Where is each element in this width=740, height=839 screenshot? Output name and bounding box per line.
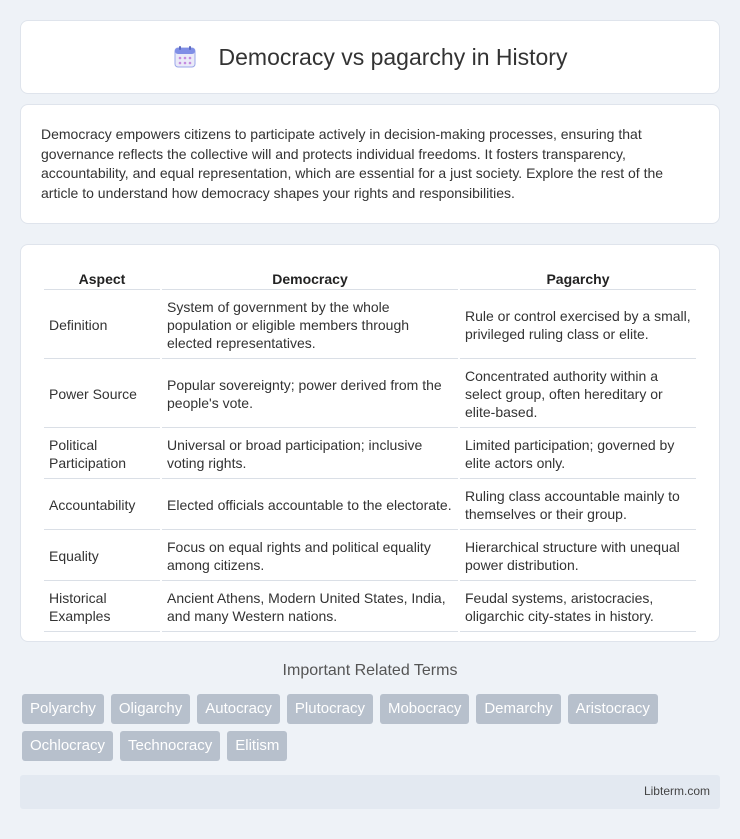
table-row [44, 430, 696, 479]
democracy-cell: System of government by the whole population or eligible members through elected representatives. [162, 292, 458, 359]
table-row [44, 532, 696, 581]
aspect-cell: Accountability [44, 481, 160, 530]
democracy-cell: Elected officials accountable to the electorate. [162, 481, 458, 530]
related-term-tag[interactable]: Autocracy [197, 694, 280, 724]
table-row [44, 361, 696, 428]
aspect-cell: Historical Examples [44, 583, 160, 632]
pagarchy-cell: Feudal systems, aristocracies, oligarchic city-states in history. [460, 583, 696, 632]
related-term-tag[interactable]: Technocracy [120, 731, 220, 761]
footer [20, 775, 720, 809]
related-term-tag[interactable]: Plutocracy [287, 694, 373, 724]
pagarchy-cell: Limited participation; governed by elite actors only. [460, 430, 696, 479]
table-row [44, 583, 696, 632]
header-pagarchy: Pagarchy [460, 267, 696, 290]
intro-card [20, 104, 720, 224]
democracy-cell: Ancient Athens, Modern United States, India, and many Western nations. [162, 583, 458, 632]
page-title: Democracy vs pagarchy in History [218, 43, 568, 70]
comparison-card [20, 244, 720, 642]
comparison-table [42, 265, 698, 634]
pagarchy-cell: Rule or control exercised by a small, privileged ruling class or elite. [460, 292, 696, 359]
related-term-tag[interactable]: Polyarchy [22, 694, 104, 724]
footer-site-link[interactable]: Libterm.com [643, 784, 710, 798]
header-card [20, 20, 720, 94]
table-row [44, 481, 696, 530]
related-term-tag[interactable]: Mobocracy [380, 694, 469, 724]
democracy-cell: Popular sovereignty; power derived from the people's vote. [162, 361, 458, 428]
democracy-cell: Universal or broad participation; inclusive voting rights. [162, 430, 458, 479]
pagarchy-cell: Concentrated authority within a select group, often hereditary or elite-based. [460, 361, 696, 428]
related-term-tag[interactable]: Demarchy [476, 694, 560, 724]
aspect-cell: Equality [44, 532, 160, 581]
table-header-row [44, 267, 696, 290]
pagarchy-cell: Ruling class accountable mainly to themselves or their group. [460, 481, 696, 530]
democracy-cell: Focus on equal rights and political equality among citizens. [162, 532, 458, 581]
header-democracy: Democracy [162, 267, 458, 290]
aspect-cell: Political Participation [44, 430, 160, 479]
related-terms-title: Important Related Terms [282, 662, 458, 679]
related-term-tag[interactable]: Aristocracy [568, 694, 658, 724]
intro-text: Democracy empowers citizens to participate actively in decision-making processes, ensuring that governance reflects the collective will and protects individual freedoms. It fosters transparency, accountability, and equal representation, which are essential for a just society. Explore the rest of the article to understand how democracy shapes your rights and responsibilities. [41, 126, 664, 201]
related-term-tag[interactable]: Ochlocracy [22, 731, 113, 761]
pagarchy-cell: Hierarchical structure with unequal power distribution. [460, 532, 696, 581]
related-terms-list [22, 694, 712, 761]
related-term-tag[interactable]: Oligarchy [111, 694, 190, 724]
related-term-tag[interactable]: Elitism [227, 731, 287, 761]
aspect-cell: Power Source [44, 361, 160, 428]
header-aspect: Aspect [44, 267, 160, 290]
table-row [44, 292, 696, 359]
aspect-cell: Definition [44, 292, 160, 359]
calendar-icon [173, 45, 197, 69]
